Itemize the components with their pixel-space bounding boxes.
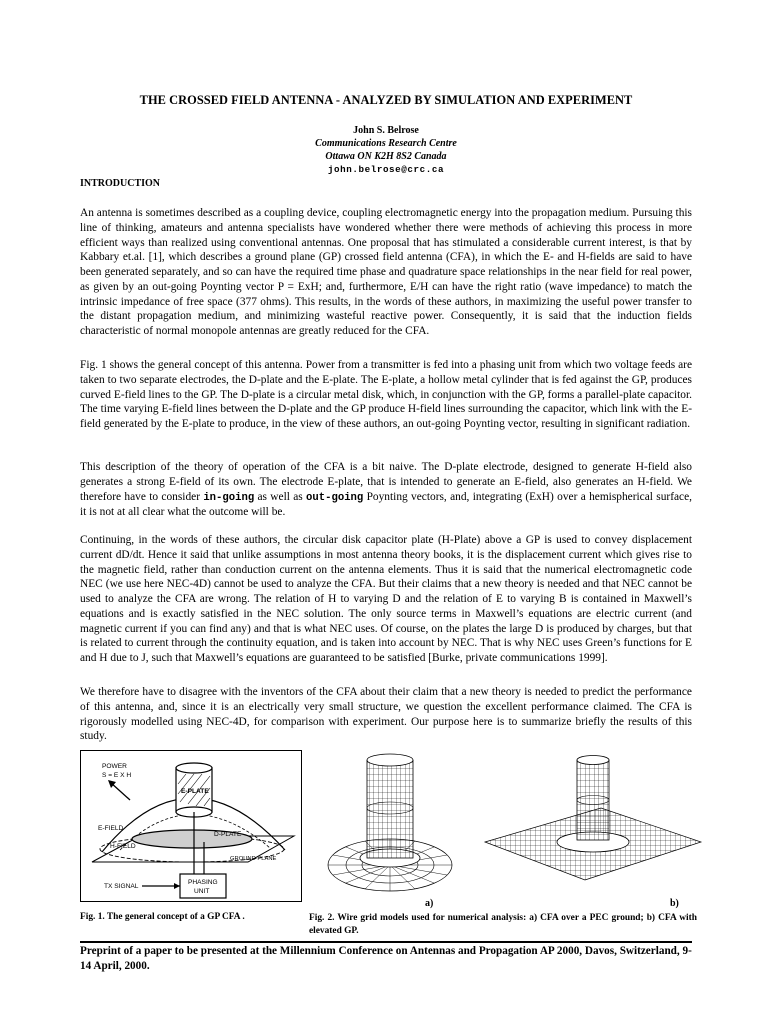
figure-1-diagram xyxy=(80,750,302,902)
paragraph-4: Continuing, in the words of these authors, the circular disk capacitor plate (H-Plate) above a GP is used to convey displacement current dD/dt. Hence it said that unlike assumptions in most antenna theory books, it is the displacement current which gives rise to the magnetic field, rather than conduction current on the antenna elements. Thus it is said that the numerical electromagnetic code NEC (we use here NEC-4D) cannot be used to analyze the CFA. But their claims that a new theory is needed and that NEC cannot be used to analyze the CFA are wrong. The relation of H to varying D and the relation of E to varying B is contained in Maxwell’s equations and is exactly satisfied in the NEC solution. The only source terms in Maxwell’s equations are electric current (and magnetic current if you can find any) and that is what NEC uses. Of course, on the plates the large D is produced by charges, but that is related to current through the continuity equation, and is taken into account by NEC. That is why NEC uses Green’s functions for E and H due to J, such that Maxwell’s equations are guaranteed to be satisfied [Burke, private communications 1999]. xyxy=(80,534,692,664)
label-power: POWER xyxy=(102,763,127,770)
label-e-plate: E-PLATE xyxy=(181,788,209,795)
out-going-emphasis: out-going xyxy=(306,491,364,504)
figure-2-wire-grids xyxy=(315,750,705,895)
footer-rule xyxy=(80,941,692,943)
paragraph-3-text-a: This description of the theory of operation of the CFA is a bit naive. The D-plate electrode, designed to generate H-field also generates a strong E-field of its own. The electrode E-plate, that is intended to generate an E-field, also generates an H-field. We therefore have to consider xyxy=(80,461,692,503)
label-ground-plane: GROUND PLANE xyxy=(230,856,277,862)
preprint-footer: Preprint of a paper to be presented at the Millennium Conference on Antennas and Propagation AP 2000, Davos, Switzerland, 9-14 April, 2000. xyxy=(80,945,692,972)
model-a-cylinder-top xyxy=(367,754,413,766)
label-h-field: H-FIELD xyxy=(110,843,136,850)
figure-1-caption: Fig. 1. The general concept of a GP CFA . xyxy=(80,912,245,922)
label-poynting: S = E X H xyxy=(102,772,132,779)
model-a-cylinder xyxy=(367,760,413,858)
figure-2-label-b: b) xyxy=(670,898,679,909)
paper-title: THE CROSSED FIELD ANTENNA - ANALYZED BY SIMULATION AND EXPERIMENT xyxy=(139,93,633,107)
model-b-cylinder xyxy=(577,760,609,840)
model-b-cylinder-top xyxy=(577,756,609,765)
section-heading: INTRODUCTION xyxy=(80,178,161,189)
paragraph-3 xyxy=(80,460,692,520)
in-going-emphasis: in-going xyxy=(203,491,255,504)
author-name: John S. Belrose xyxy=(353,125,419,136)
author-address: Ottawa ON K2H 8S2 Canada xyxy=(325,151,447,162)
author-affiliation: Communications Research Centre xyxy=(315,138,457,149)
paragraph-5: We therefore have to disagree with the inventors of the CFA about their claim that a new theory is needed to predict the performance of this antenna, and, since it is an electrically very small structure, we question the excellent performance claimed. The CFA is rigorously modelled using NEC-4D, for comparison with experiment. Our purpose here is to summarize briefly the results of this study. xyxy=(80,686,692,743)
label-d-plate: D-PLATE xyxy=(214,831,242,838)
figure-2-caption: Fig. 2. Wire grid models used for numerical analysis: a) CFA over a PEC ground; b) CFA with elevated GP. xyxy=(309,913,697,936)
label-tx-signal: TX SIGNAL xyxy=(104,883,139,890)
paragraph-1: An antenna is sometimes described as a coupling device, coupling electromagnetic energy into the propagation medium. Pursuing this line of thinking, amateurs and antenna specialists have wondered whether there were methods of achieving this process in more efficient ways than realized using conventional antennas. One proposal that has stimulated a considerable current interest, is that by Kabbary et.al. [1], which describes a ground plane (GP) crossed field antenna (CFA), in which the E- and H-fields are said to have been generated separately, and so can have the required time phase and quadrature space relationships in the near field for real power, as given by an out-going Poynting vector P = ExH; and, furthermore, E/H can have the right ratio (wave impedance) to match the intrinsic impedance of free space (377 ohms). This results, in the words of these authors, in maximizing the useful power transfer to the distant propagation medium, and minimizing wasteful reactive power. Consequently, it is said that the induction fields characteristic of normal monopole antennas are greatly reduced for the CFA. xyxy=(80,207,692,337)
label-e-field: E-FIELD xyxy=(98,825,124,832)
figure-2-label-a: a) xyxy=(425,898,434,909)
label-phasing: PHASING xyxy=(188,879,218,886)
model-b-cfa-elevated-gp xyxy=(485,756,701,881)
paragraph-3-text-c: Poynting vectors, and, integrating (ExH) over a hemispherical surface, it is not at all clear what the outcome will be. xyxy=(80,490,693,519)
model-a-cfa-pec-ground xyxy=(328,754,452,891)
paragraph-2: Fig. 1 shows the general concept of this antenna. Power from a transmitter is fed into a phasing unit from which two voltage feeds are taken to two separate electrodes, the D-plate and the E-plate. The E-plate, a hollow metal cylinder that is fed against the GP, produces curved E-field lines to the GP. The D-plate is a circular metal disk, which, in conjunction with the GP, forms a parallel-plate capacitor. The time varying E-field lines between the D-plate and the GP produce H-field lines surrounding the capacitor, which link with the E-field generated by the E-plate to produce, in the view of these authors, an out-going Poynting vector, resulting in significant radiation. xyxy=(80,359,692,430)
label-unit: UNIT xyxy=(194,888,210,895)
e-plate-top xyxy=(176,763,212,773)
author-email: john.belrose@crc.ca xyxy=(327,164,445,175)
paragraph-3-text-b: as well as xyxy=(254,490,307,503)
